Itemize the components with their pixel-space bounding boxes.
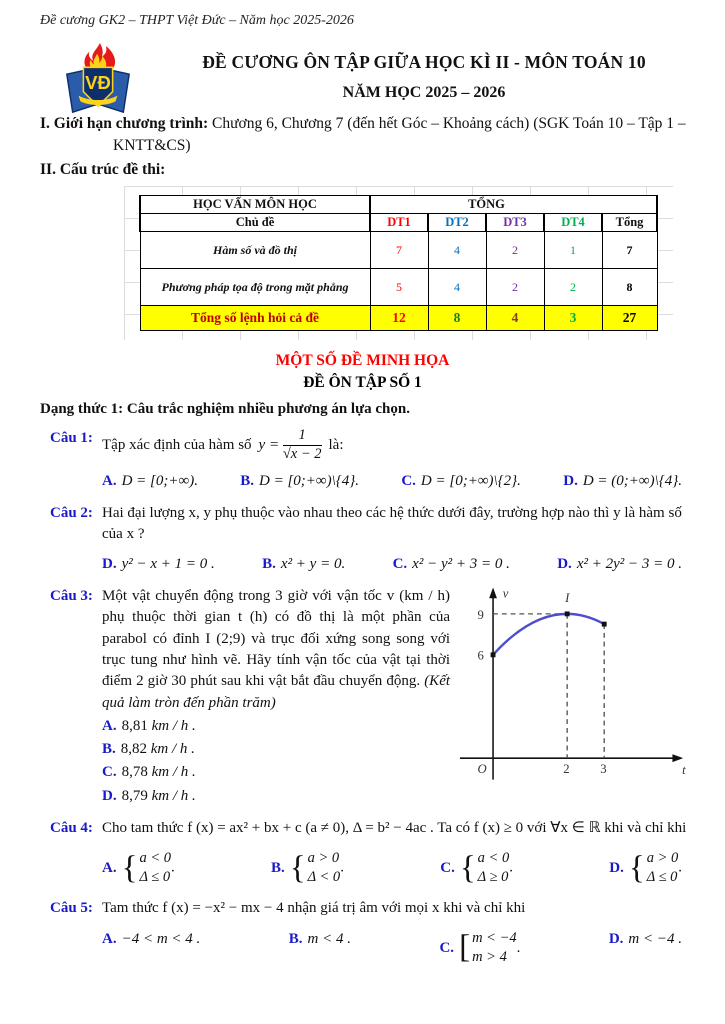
option-a: D. y² − x + 1 = 0 .	[102, 555, 215, 572]
cell-value: 2	[544, 269, 602, 306]
parabola-curve	[493, 614, 604, 655]
option-b: B. D = [0;+∞)\{4}.	[240, 472, 360, 489]
row-label-ham-so: Hàm số và đồ thị	[140, 232, 370, 269]
cell-value: 1	[544, 232, 602, 269]
section-exam-structure-heading: II. Cấu trúc đề thi:	[40, 161, 166, 178]
row-label-toa-do: Phương pháp tọa độ trong mặt phẳng	[140, 269, 370, 306]
option-b: B. m < 4 .	[288, 931, 351, 948]
x-tick-3: 3	[600, 761, 607, 776]
option-b: B. 8,82 km / h .	[102, 741, 195, 758]
origin-label: O	[477, 761, 487, 776]
option-d: D. x² + 2y² − 3 = 0 .	[557, 555, 682, 572]
option-d: D. { a > 0 Δ ≤ 0 .	[609, 849, 682, 886]
heading-dang-thuc: Dạng thức 1: Câu trắc nghiệm nhiều phương án lựa chọn.	[40, 401, 410, 417]
cell-value: 2	[486, 232, 544, 269]
footer-value: 12	[370, 306, 428, 331]
question-1-text-after: là:	[328, 436, 344, 453]
question-1-text: Tập xác định của hàm số	[102, 436, 252, 453]
table-row	[140, 269, 657, 306]
school-logo	[56, 42, 140, 118]
cell-total: 7	[602, 232, 657, 269]
option-c: C. x² − y² + 3 = 0 .	[392, 555, 510, 572]
option-c: C. [ m < −4 m > 4 .	[439, 929, 521, 966]
option-d: D. m < −4 .	[608, 931, 682, 948]
option-d: D. 8,79 km / h .	[102, 787, 196, 804]
table-footer-row	[140, 306, 657, 331]
option-b: B. { a > 0 Δ < 0 .	[271, 849, 344, 886]
question-3-text: Một vật chuyển động trong 3 giờ với vận tốc v (km / h) phụ thuộc thời gian t (h) có đồ thị là một phần của parabol có đỉnh I (2;9) và trục đối xứng song song với trục tung như hình vẽ. Hãy tính vận tốc của vật tại thời điểm 2 giờ 30 phút sau khi vật bắt đầu chuyển động.	[102, 588, 450, 690]
velocity-parabola-chart	[456, 584, 690, 790]
y-axis-label: v	[502, 586, 509, 601]
footer-value: 8	[428, 306, 486, 331]
footer-label: Tổng số lệnh hỏi cả đề	[140, 306, 370, 331]
cell-value: 4	[428, 269, 486, 306]
school-logo-graphic	[56, 42, 140, 118]
question-2-text: Hai đại lượng x, y phụ thuộc vào nhau theo các hệ thức dưới đây, trường hợp nào thì y là hàm số của x ?	[102, 505, 682, 543]
question-3-label: Câu 3:	[50, 588, 93, 605]
table-header-subject: HỌC VẤN MÔN HỌC	[140, 196, 370, 214]
col-header-dt2: DT2	[428, 214, 486, 232]
question-2-label: Câu 2:	[50, 505, 93, 522]
cell-total: 8	[602, 269, 657, 306]
fraction: $\frac{1}{√x - 2}$	[282, 427, 322, 462]
question-2	[38, 503, 692, 575]
question-2-options	[102, 554, 690, 575]
option-a: A. −4 < m < 4 .	[102, 931, 201, 948]
sample-exam-headings	[0, 352, 725, 392]
page-title: ĐỀ CƯƠNG ÔN TẬP GIỮA HỌC KÌ II - MÔN TOÁN 10	[202, 52, 646, 72]
option-a: A. { a < 0 Δ ≤ 0 .	[102, 849, 175, 886]
heading-minh-hoa: MỘT SỐ ĐỀ MINH HỌA	[275, 352, 450, 369]
questions-section	[38, 428, 692, 978]
logo-monogram: VĐ	[85, 71, 111, 93]
v-axis-arrow	[489, 588, 497, 599]
point-3	[602, 622, 607, 627]
x-tick-2: 2	[563, 761, 570, 776]
exam-structure-table-wrapper	[124, 186, 673, 340]
question-1	[38, 428, 692, 492]
vertex-label: I	[565, 591, 570, 606]
question-1-formula: y = $\frac{1}{√x - 2}$	[258, 427, 322, 462]
question-5-text: Tam thức f (x) = −x² − mx − 4 nhận giá trị âm với mọi x khi và chỉ khi	[102, 900, 526, 917]
point-vertex-I	[565, 612, 570, 617]
question-4-label: Câu 4:	[50, 820, 93, 837]
heading-de-on-tap: ĐỀ ÔN TẬP SỐ 1	[303, 374, 422, 391]
cell-value: 4	[428, 232, 486, 269]
table-header-tong-span: TỔNG	[370, 196, 657, 214]
question-3-note: (Kết quả làm tròn đến phần trăm)	[102, 673, 451, 711]
question-5	[38, 898, 692, 967]
footer-value: 4	[486, 306, 544, 331]
question-1-label: Câu 1:	[50, 430, 93, 446]
section1-continuation: KNTT&CS)	[113, 137, 191, 154]
question-5-label: Câu 5:	[50, 900, 93, 917]
document-header-line: Đề cương GK2 – THPT Việt Đức – Năm học 2025-2026	[40, 13, 354, 28]
question-5-options	[102, 929, 690, 967]
question-4-options	[102, 849, 690, 887]
cell-value: 5	[370, 269, 428, 306]
t-axis-arrow	[672, 754, 683, 762]
option-c: C. 8,78 km / h .	[102, 764, 196, 781]
section1-label: I. Giới hạn chương trình:	[40, 115, 209, 132]
option-b: B. x² + y = 0.	[262, 555, 346, 572]
option-a: A. D = [0;+∞).	[102, 472, 198, 489]
option-a: A. 8,81 km / h .	[102, 717, 196, 734]
brace-glyph: {	[459, 849, 476, 886]
exam-structure-table	[139, 195, 658, 331]
section-program-scope	[40, 113, 690, 157]
footer-grand-total: 27	[602, 306, 657, 331]
col-header-chu-de: Chủ đề	[140, 214, 370, 232]
velocity-graph	[456, 584, 690, 790]
brace-glyph: {	[121, 849, 138, 886]
col-header-dt4: DT4	[544, 214, 602, 232]
school-year-subtitle: NĂM HỌC 2025 – 2026	[342, 84, 506, 101]
question-1-options	[102, 471, 690, 492]
option-d: D. D = (0;+∞)\{4}.	[563, 472, 682, 489]
col-header-tong: Tổng	[602, 214, 657, 232]
option-c: C. { a < 0 Δ ≥ 0 .	[440, 849, 513, 886]
option-c: C. D = [0;+∞)\{2}.	[401, 472, 521, 489]
col-header-dt1: DT1	[370, 214, 428, 232]
question-3	[38, 586, 692, 807]
question-4	[38, 818, 692, 887]
y-tick-6: 6	[477, 648, 484, 663]
cell-value: 2	[486, 269, 544, 306]
table-row	[140, 232, 657, 269]
cell-value: 7	[370, 232, 428, 269]
bracket-glyph: [	[459, 929, 471, 966]
col-header-dt3: DT3	[486, 214, 544, 232]
point-0-6	[491, 652, 496, 657]
brace-glyph: {	[289, 849, 306, 886]
question-4-text: Cho tam thức f (x) = ax² + bx + c (a ≠ 0), Δ = b² − 4ac . Ta có f (x) ≥ 0 với ∀x ∈ ℝ khi và chỉ khi	[102, 820, 687, 837]
footer-value: 3	[544, 306, 602, 331]
document-header	[40, 38, 688, 102]
y-tick-9: 9	[477, 607, 484, 622]
brace-glyph: {	[628, 849, 645, 886]
x-axis-label: t	[682, 762, 686, 777]
section1-text: Chương 6, Chương 7 (đến hết Góc – Khoảng cách) (SGK Toán 10 – Tập 1 –	[208, 115, 686, 132]
